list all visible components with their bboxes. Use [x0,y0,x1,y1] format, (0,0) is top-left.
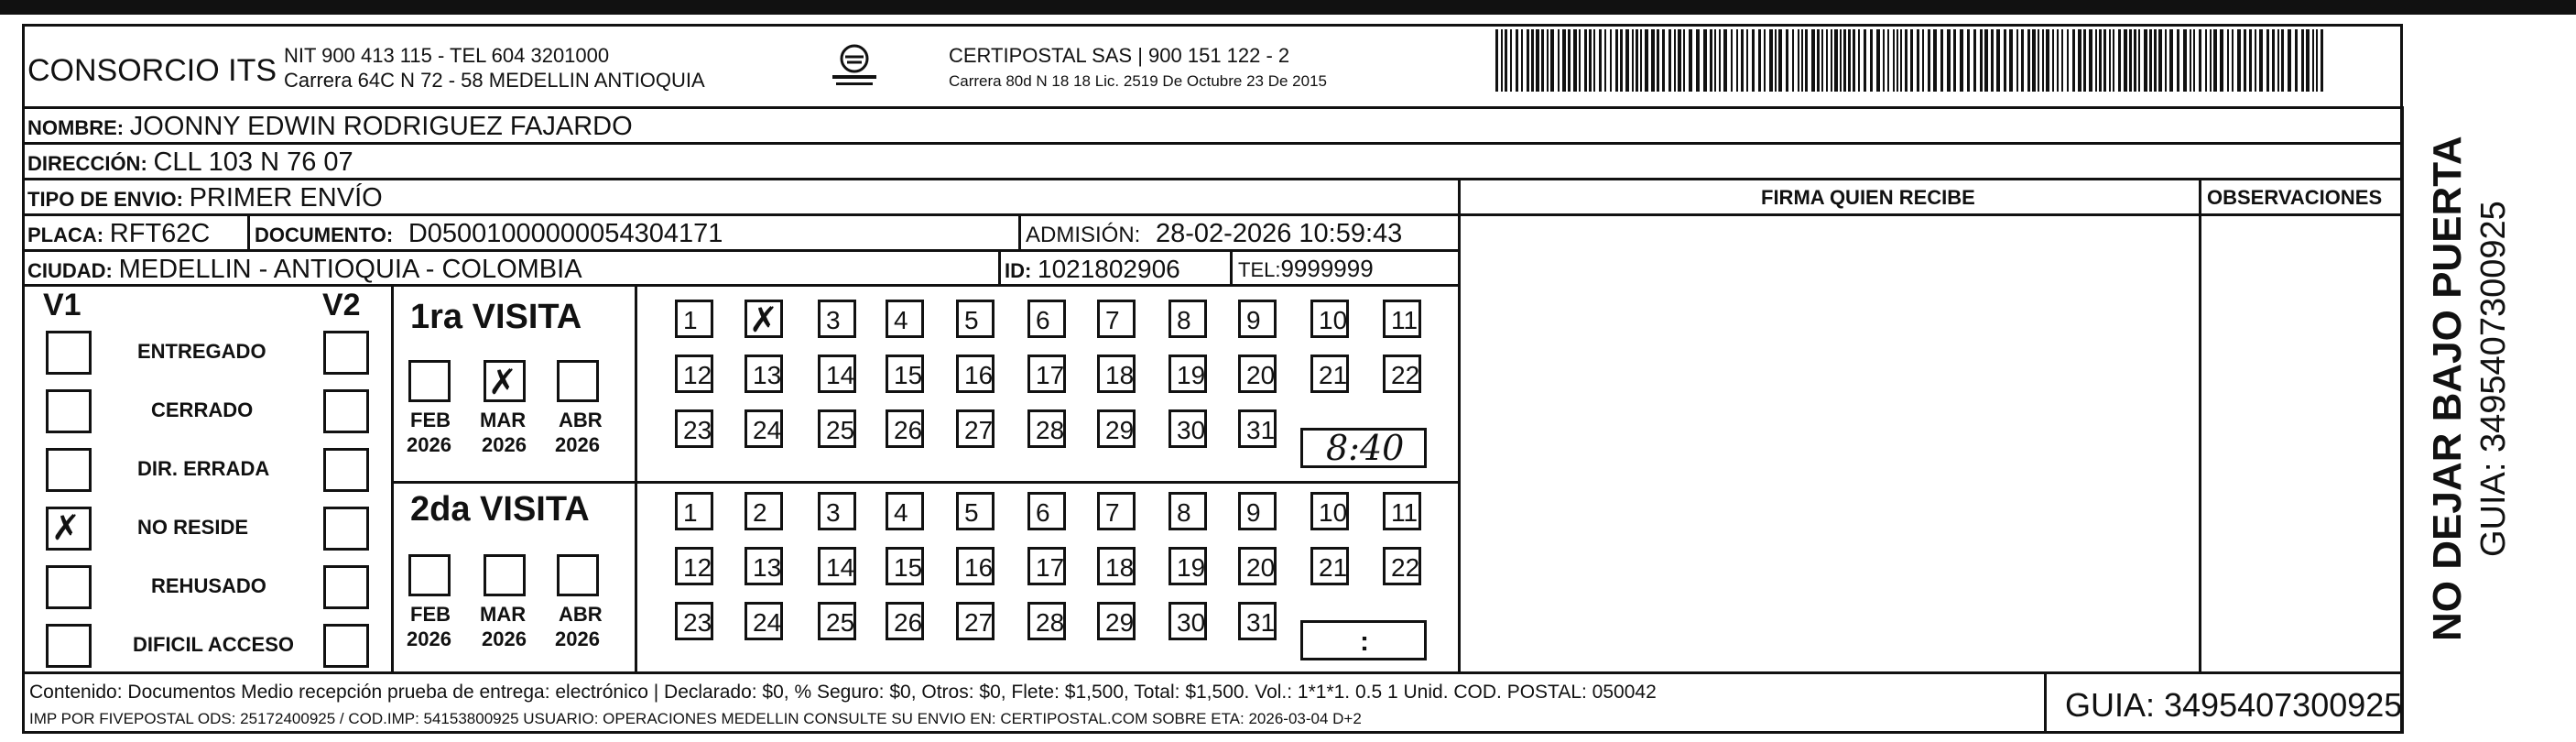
v2-checkbox-2[interactable] [323,448,369,492]
month-year: 2026 [482,433,527,456]
day-box-21[interactable]: 21 [1310,547,1349,585]
day-box-4[interactable]: 4 [886,492,924,530]
divider [635,284,637,672]
tipo-label: TIPO DE ENVIO: [27,188,183,211]
month-label: FEB [410,603,451,626]
direccion-value: CLL 103 N 76 07 [153,147,353,177]
month-checkbox-abr[interactable] [557,554,599,596]
id-row [1005,256,1180,282]
day-box-1[interactable]: 1 [675,300,713,338]
documento-row [255,221,723,247]
documento-value: D05001000000054304171 [408,219,723,248]
month-checkbox-feb[interactable] [408,554,451,596]
ciudad-row [27,256,582,283]
visita1-time-box[interactable] [1300,428,1427,468]
v2-checkbox-4[interactable] [323,565,369,609]
month-label: MAR [480,409,527,431]
status-label-4: REHUSADO [151,574,266,597]
v2-header: V2 [322,288,361,322]
day-box-5[interactable]: 5 [956,492,995,530]
month-year: 2026 [482,627,527,650]
status-label-0: ENTREGADO [137,340,266,363]
day-box-23[interactable]: 23 [675,602,713,640]
check-mark-icon: ✗ [488,362,517,402]
day-box-17[interactable]: 17 [1027,355,1066,393]
day-box-29[interactable]: 29 [1097,409,1136,448]
day-box-31[interactable]: 31 [1238,409,1277,448]
side-guia: GUIA: 3495407300925 [2474,201,2513,557]
day-box-15[interactable]: 15 [886,355,924,393]
divider [22,142,2403,145]
day-box-21[interactable]: 21 [1310,355,1349,393]
day-box-20[interactable]: 20 [1238,547,1277,585]
day-box-10[interactable]: 10 [1310,300,1349,338]
day-box-12[interactable]: 12 [675,547,713,585]
month-label: MAR [480,603,527,626]
visita1-time: 8:40 [1326,428,1405,468]
direccion-row [27,149,353,176]
company-nit: NIT 900 413 115 - TEL 604 3201000 [284,44,610,67]
nombre-row [27,114,633,140]
day-box-13[interactable]: 13 [745,547,783,585]
day-box-15[interactable]: 15 [886,547,924,585]
day-box-28[interactable]: 28 [1027,602,1066,640]
day-box-12[interactable]: 12 [675,355,713,393]
day-box-6[interactable]: 6 [1027,300,1066,338]
visita2-title: 2da VISITA [410,490,590,529]
ciudad-value: MEDELLIN - ANTIOQUIA - COLOMBIA [118,255,582,284]
day-box-25[interactable]: 25 [818,602,856,640]
documento-label: DOCUMENTO: [255,224,394,246]
day-box-27[interactable]: 27 [956,409,995,448]
day-box-7[interactable]: 7 [1097,492,1136,530]
v1-checkbox-1[interactable] [46,389,92,433]
day-box-6[interactable]: 6 [1027,492,1066,530]
divider [2044,671,2047,734]
day-box-26[interactable]: 26 [886,602,924,640]
divider [247,213,250,249]
day-box-30[interactable]: 30 [1168,409,1207,448]
divider [1018,213,1021,249]
divider [2401,106,2404,734]
day-box-28[interactable]: 28 [1027,409,1066,448]
placa-row [27,221,210,247]
day-box-30[interactable]: 30 [1168,602,1207,640]
visita2-time-box[interactable] [1300,620,1427,660]
v1-checkbox-4[interactable] [46,565,92,609]
month-year: 2026 [555,627,600,650]
day-box-7[interactable]: 7 [1097,300,1136,338]
admision-row [1026,221,1402,247]
day-box-11[interactable]: 11 [1383,300,1421,338]
day-box-22[interactable]: 22 [1383,355,1421,393]
status-label-3: NO RESIDE [137,516,249,539]
day-box-22[interactable]: 22 [1383,547,1421,585]
observations-area[interactable] [2204,216,2398,669]
divider [391,284,394,672]
company-name: CONSORCIO ITS [27,53,277,88]
day-box-18[interactable]: 18 [1097,547,1136,585]
admision-value: 28-02-2026 10:59:43 [1156,219,1403,248]
divider [22,284,1460,287]
admision-label: ADMISIÓN: [1026,223,1141,247]
company-address: Carrera 64C N 72 - 58 MEDELLIN ANTIOQUIA [284,69,705,92]
side-warning: NO DEJAR BAJO PUERTA [2425,136,2470,641]
certipostal-info: CERTIPOSTAL SAS | 900 151 122 - 2 [949,44,1290,67]
v2-checkbox-0[interactable] [323,331,369,375]
day-box-1[interactable]: 1 [675,492,713,530]
v2-checkbox-5[interactable] [323,624,369,668]
footer-print-line: IMP POR FIVEPOSTAL ODS: 25172400925 / COD.IMP: 54153800925 USUARIO: OPERACIONES MEDELLIN CONSULTE SU ENVIO EN: CERTIPOSTAL.COM SOBRE ETA: 2026-03-04 D+2 [29,710,1362,727]
day-box-2[interactable]: 2 [745,492,783,530]
day-box-11[interactable]: 11 [1383,492,1421,530]
day-box-16[interactable]: 16 [956,547,995,585]
v1-header: V1 [43,288,82,322]
day-box-5[interactable]: 5 [956,300,995,338]
divider [2199,178,2201,672]
day-box-2[interactable] [745,300,783,338]
day-box-8[interactable]: 8 [1168,492,1207,530]
check-mark-icon: ✗ [51,507,81,548]
divider [22,249,1460,252]
day-box-14[interactable]: 14 [818,547,856,585]
day-box-9[interactable]: 9 [1238,300,1277,338]
month-year: 2026 [407,433,451,456]
tel-label: TEL: [1238,258,1281,281]
v1-checkbox-3[interactable] [46,507,92,551]
month-year: 2026 [407,627,451,650]
month-checkbox-mar[interactable] [484,360,526,402]
month-label: ABR [559,409,603,431]
tipo-value: PRIMER ENVÍO [189,183,383,213]
status-label-2: DIR. ERRADA [137,457,270,480]
divider [22,106,2403,109]
divider [391,481,1460,484]
day-box-16[interactable]: 16 [956,355,995,393]
day-box-8[interactable]: 8 [1168,300,1207,338]
day-box-24[interactable]: 24 [745,602,783,640]
month-year: 2026 [555,433,600,456]
firma-header: FIRMA QUIEN RECIBE [1761,186,1975,209]
day-box-4[interactable]: 4 [886,300,924,338]
day-box-3[interactable]: 3 [818,492,856,530]
month-label: FEB [410,409,451,431]
status-label-5: DIFICIL ACCESO [133,633,295,656]
day-box-10[interactable]: 10 [1310,492,1349,530]
day-box-19[interactable]: 19 [1168,355,1207,393]
footer-content-line: Contenido: Documentos Medio recepción prueba de entrega: electrónico | Declarado: $0, % Seguro: $0, Otros: $0, Flete: $1,500, Total: $1,500. Vol.: 1*1*1. 0.5 1 Unid. COD. POSTAL: 050042 [29,682,1657,703]
day-box-25[interactable]: 25 [818,409,856,448]
footer-guia: GUIA: 3495407300925 [2065,686,2403,724]
placa-value: RFT62C [109,219,211,248]
direccion-label: DIRECCIÓN: [27,152,147,175]
nombre-label: NOMBRE: [27,116,125,139]
observaciones-header: OBSERVACIONES [2207,186,2383,209]
month-label: ABR [559,603,603,626]
divider [22,178,2403,180]
certipostal-license: Carrera 80d N 18 18 Lic. 2519 De Octubre 23 De 2015 [949,72,1327,90]
ciudad-label: CIUDAD: [27,259,113,282]
v1-checkbox-2[interactable] [46,448,92,492]
day-box-29[interactable]: 29 [1097,602,1136,640]
status-label-1: CERRADO [151,398,254,421]
day-box-26[interactable]: 26 [886,409,924,448]
top-edge-bar [0,0,2576,15]
v2-checkbox-1[interactable] [323,389,369,433]
day-box-3[interactable]: 3 [818,300,856,338]
day-box-23[interactable]: 23 [675,409,713,448]
day-box-31[interactable]: 31 [1238,602,1277,640]
month-checkbox-abr[interactable] [557,360,599,402]
day-box-20[interactable]: 20 [1238,355,1277,393]
day-box-24[interactable]: 24 [745,409,783,448]
tel-row [1238,256,1374,281]
month-checkbox-feb[interactable] [408,360,451,402]
day-box-27[interactable]: 27 [956,602,995,640]
id-label: ID: [1005,259,1032,282]
id-value: 1021802906 [1038,255,1180,283]
v1-checkbox-0[interactable] [46,331,92,375]
v2-checkbox-3[interactable] [323,507,369,551]
signature-area[interactable] [1463,216,2196,669]
day-box-13[interactable]: 13 [745,355,783,393]
check-mark-icon: ✗ [749,300,778,340]
placa-label: PLACA: [27,224,104,246]
day-box-17[interactable]: 17 [1027,547,1066,585]
tipo-row [27,185,383,212]
divider [1458,178,1461,672]
month-checkbox-mar[interactable] [484,554,526,596]
day-box-18[interactable]: 18 [1097,355,1136,393]
day-box-14[interactable]: 14 [818,355,856,393]
divider [1230,249,1233,284]
visita1-title: 1ra VISITA [410,298,582,336]
visita2-time: : [1360,627,1369,657]
day-box-19[interactable]: 19 [1168,547,1207,585]
tel-value: 9999999 [1280,255,1374,282]
divider [998,249,1001,284]
day-box-9[interactable]: 9 [1238,492,1277,530]
v1-checkbox-5[interactable] [46,624,92,668]
nombre-value: JOONNY EDWIN RODRIGUEZ FAJARDO [129,112,633,141]
